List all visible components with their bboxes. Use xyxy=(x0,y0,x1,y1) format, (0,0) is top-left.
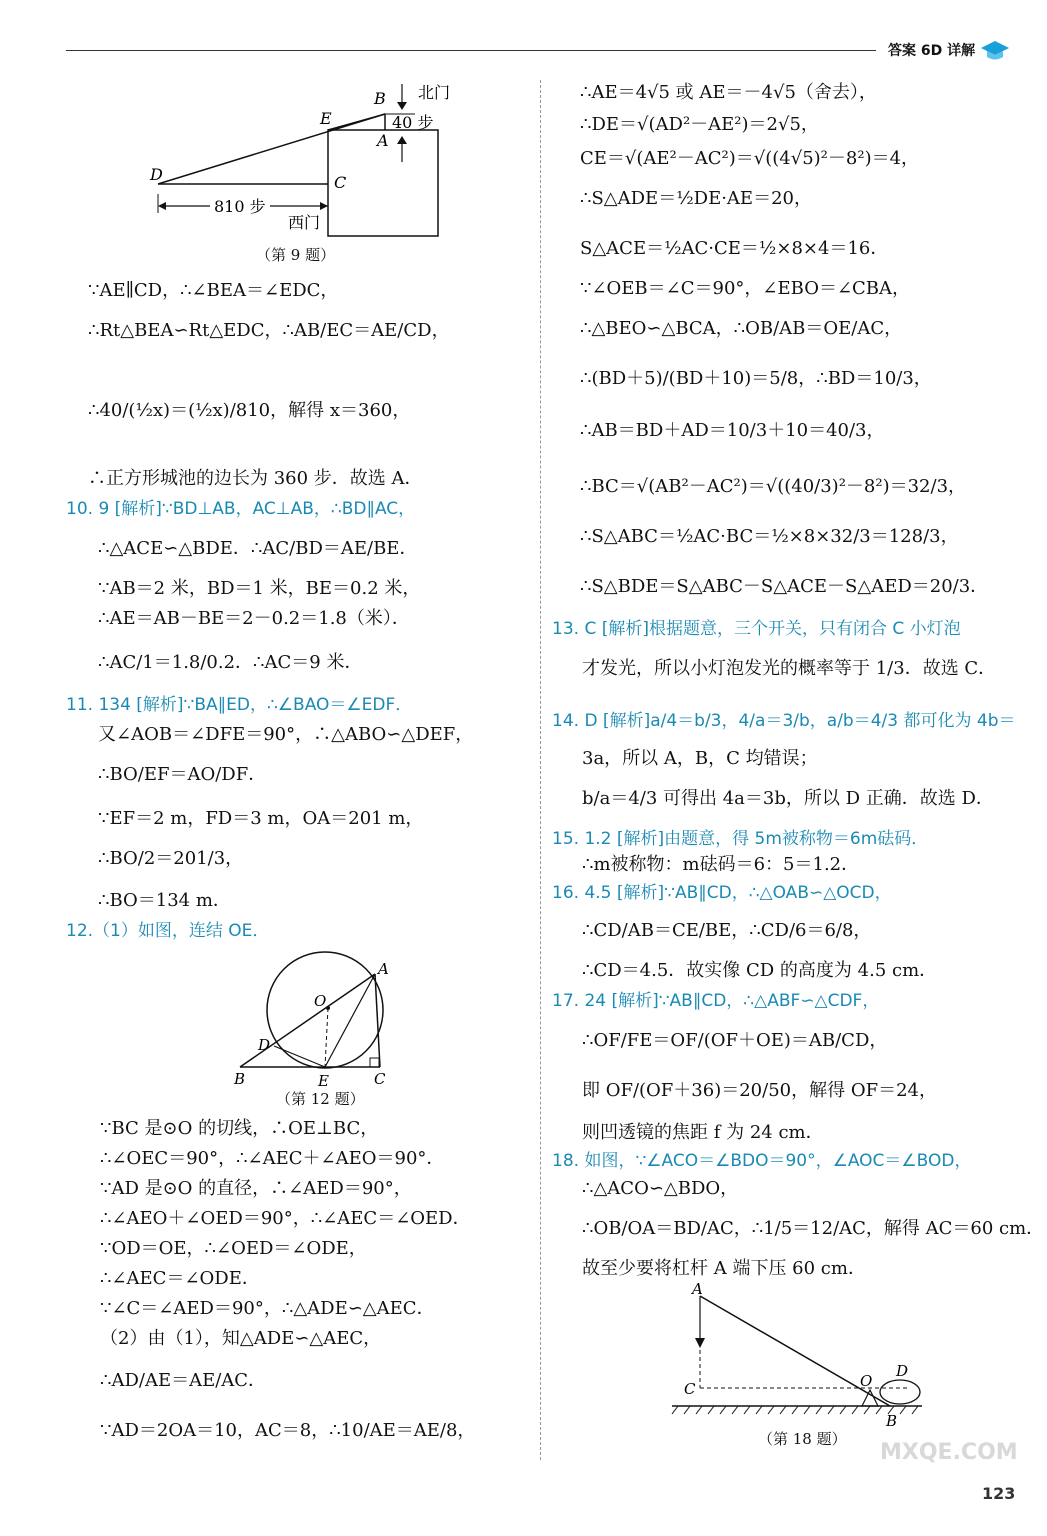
left-line: ∵∠C＝∠AED＝90°，∴△ADE∽△AEC． xyxy=(100,1298,435,1319)
fig18-label-C: C xyxy=(684,1380,696,1398)
left-line: ∴AE＝AB－BE＝2－0.2＝1.8（米）． xyxy=(98,608,410,629)
left-line: （2）由（1），知△ADE∽△AEC， xyxy=(100,1328,382,1349)
fig12-label-D: D xyxy=(258,1036,271,1054)
fig9-dist-top: 40 步 xyxy=(392,113,434,132)
right-line: ∴m被称物：m砝码＝6：5＝1.2． xyxy=(582,854,860,875)
fig9-label-E: E xyxy=(320,109,332,128)
right-line: ∴AB＝BD＋AD＝10/3＋10＝40/3， xyxy=(580,420,885,441)
left-line: ∴BO/EF＝AO/DF． xyxy=(98,764,267,785)
fig9-north-gate: 北门 xyxy=(418,83,451,102)
right-line: ∴BC＝√(AB²－AC²)＝√((40/3)²－8²)＝32/3， xyxy=(580,476,967,497)
right-line: 17. 24 [解析]∵AB∥CD，∴△ABF∽△CDF， xyxy=(552,991,880,1011)
figure-18 xyxy=(672,1282,932,1442)
fig12-caption: （第 12 题） xyxy=(276,1090,365,1108)
right-line: ∴AE＝4√5 或 AE＝－4√5（舍去）， xyxy=(580,82,877,103)
right-line: ∴OF/FE＝OF/(OF＋OE)＝AB/CD， xyxy=(582,1030,888,1051)
left-line: ∵BC 是⊙O 的切线，∴OE⊥BC， xyxy=(100,1118,379,1139)
left-line: ∵OD＝OE，∴∠OED＝∠ODE， xyxy=(100,1238,367,1259)
figure-12 xyxy=(230,950,400,1090)
right-line: 14. D [解析]a/4＝b/3，4/a＝3/b，a/b＝4/3 都可化为 4b＝ xyxy=(552,711,1016,731)
right-line: b/a＝4/3 可得出 4a＝3b，所以 D 正确．故选 D． xyxy=(582,788,994,809)
fig12-label-O: O xyxy=(314,992,327,1010)
right-line: ∴S△BDE＝S△ABC－S△ACE－S△AED＝20/3． xyxy=(580,576,989,597)
header-title: 答案 6D 详解 xyxy=(888,43,976,59)
fig12-label-A: A xyxy=(378,960,389,978)
left-line: ∴∠AEO＋∠OED＝90°，∴∠AEC＝∠OED． xyxy=(100,1208,471,1229)
fig18-label-D: D xyxy=(896,1362,909,1380)
right-line: ∴CD＝4.5．故实像 CD 的高度为 4.5 cm． xyxy=(582,960,938,981)
watermark: MXQE.COM xyxy=(880,1440,1018,1465)
left-line: 11. 134 [解析]∵BA∥ED，∴∠BAO＝∠EDF． xyxy=(66,695,413,715)
right-line: ∴CD/AB＝CE/BE，∴CD/6＝6/8， xyxy=(582,920,872,941)
left-line: 10. 9 [解析]∵BD⊥AB，AC⊥AB，∴BD∥AC， xyxy=(66,499,416,519)
left-line: ∵AB＝2 米，BD＝1 米，BE＝0.2 米， xyxy=(98,578,421,599)
left-line: ∴BO＝134 m． xyxy=(98,890,231,911)
right-line: ∵∠OEB＝∠C＝90°，∠EBO＝∠CBA， xyxy=(580,278,911,299)
right-line: 15. 1.2 [解析]由题意，得 5m被称物＝6m砝码． xyxy=(552,829,929,849)
fig9-label-A: A xyxy=(377,131,389,150)
fig9-caption: （第 9 题） xyxy=(256,246,336,264)
left-line: ∵EF＝2 m，FD＝3 m，OA＝201 m， xyxy=(98,808,424,829)
fig12-label-E: E xyxy=(318,1072,329,1090)
right-line: ∴OB/OA＝BD/AC，∴1/5＝12/AC，解得 AC＝60 cm． xyxy=(582,1218,1045,1239)
right-line: 故至少要将杠杆 A 端下压 60 cm． xyxy=(582,1258,866,1279)
left-line: 12.（1）如图，连结 OE． xyxy=(66,921,270,941)
right-line: 即 OF/(OF＋36)＝20/50，解得 OF＝24， xyxy=(582,1080,937,1101)
right-line: S△ACE＝½AC·CE＝½×8×4＝16． xyxy=(580,238,889,259)
header-rule xyxy=(66,50,876,51)
left-line: 又∠AOB＝∠DFE＝90°，∴△ABO∽△DEF， xyxy=(98,724,474,745)
left-line: ∴∠AEC＝∠ODE． xyxy=(100,1268,260,1289)
right-line: CE＝√(AE²－AC²)＝√((4√5)²－8²)＝4， xyxy=(580,148,920,169)
fig18-label-A: A xyxy=(692,1280,703,1298)
column-divider xyxy=(540,80,541,1460)
fig18-label-B: B xyxy=(886,1412,898,1430)
left-line: ∴△ACE∽△BDE．∴AC/BD＝AE/BE． xyxy=(98,538,418,559)
right-line: ∴S△ABC＝½AC·BC＝½×8×32/3＝128/3， xyxy=(580,526,959,547)
left-line: ∴AD/AE＝AE/AC． xyxy=(100,1370,267,1391)
left-line: ∴40/(½x)＝(½x)/810，解得 x＝360， xyxy=(88,400,411,421)
left-line: ∴Rt△BEA∽Rt△EDC，∴AB/EC＝AE/CD， xyxy=(88,320,450,341)
fig12-label-C: C xyxy=(374,1070,386,1088)
fig9-label-D: D xyxy=(150,165,163,184)
figure-9 xyxy=(140,78,480,268)
left-line: ∴正方形城池的边长为 360 步．故选 A． xyxy=(88,468,423,489)
fig9-dist-bottom: 810 步 xyxy=(214,197,266,216)
right-line: 则凹透镜的焦距 f 为 24 cm． xyxy=(582,1122,824,1143)
graduation-cap-icon xyxy=(980,38,1010,62)
page-number: 123 xyxy=(982,1484,1016,1503)
right-line: 3a，所以 A，B，C 均错误； xyxy=(582,748,818,769)
left-line: ∴AC/1＝1.8/0.2．∴AC＝9 米． xyxy=(98,652,363,673)
fig9-west-gate: 西门 xyxy=(288,213,321,232)
left-line: ∴∠OEC＝90°，∴∠AEC＋∠AEO＝90°． xyxy=(100,1148,445,1169)
right-line: 13. C [解析]根据题意，三个开关，只有闭合 C 小灯泡 xyxy=(552,619,961,639)
right-line: ∴DE＝√(AD²－AE²)＝2√5， xyxy=(580,114,819,135)
left-line: ∵AD＝2OA＝10，AC＝8，∴10/AE＝AE/8， xyxy=(100,1420,476,1441)
fig12-label-B: B xyxy=(234,1070,246,1088)
right-line: ∴△BEO∽△BCA，∴OB/AB＝OE/AC， xyxy=(580,318,903,339)
fig18-caption: （第 18 题） xyxy=(758,1430,847,1448)
fig9-label-C: C xyxy=(334,173,347,192)
right-line: 才发光，所以小灯泡发光的概率等于 1/3．故选 C． xyxy=(582,658,997,679)
right-line: ∴(BD＋5)/(BD＋10)＝5/8，∴BD＝10/3， xyxy=(580,368,932,389)
left-line: ∵AE∥CD，∴∠BEA＝∠EDC， xyxy=(88,280,339,301)
left-line: ∵AD 是⊙O 的直径，∴∠AED＝90°， xyxy=(100,1178,412,1199)
right-line: 18. 如图，∵∠ACO＝∠BDO＝90°，∠AOC＝∠BOD， xyxy=(552,1151,972,1171)
left-line: ∴BO/2＝201/3， xyxy=(98,848,244,869)
fig18-label-O: O xyxy=(860,1372,873,1390)
right-line: ∴△ACO∽△BDO， xyxy=(582,1178,739,1199)
right-line: ∴S△ADE＝½DE·AE＝20， xyxy=(580,188,812,209)
fig9-label-B: B xyxy=(374,89,386,108)
right-line: 16. 4.5 [解析]∵AB∥CD，∴△OAB∽△OCD， xyxy=(552,883,892,903)
